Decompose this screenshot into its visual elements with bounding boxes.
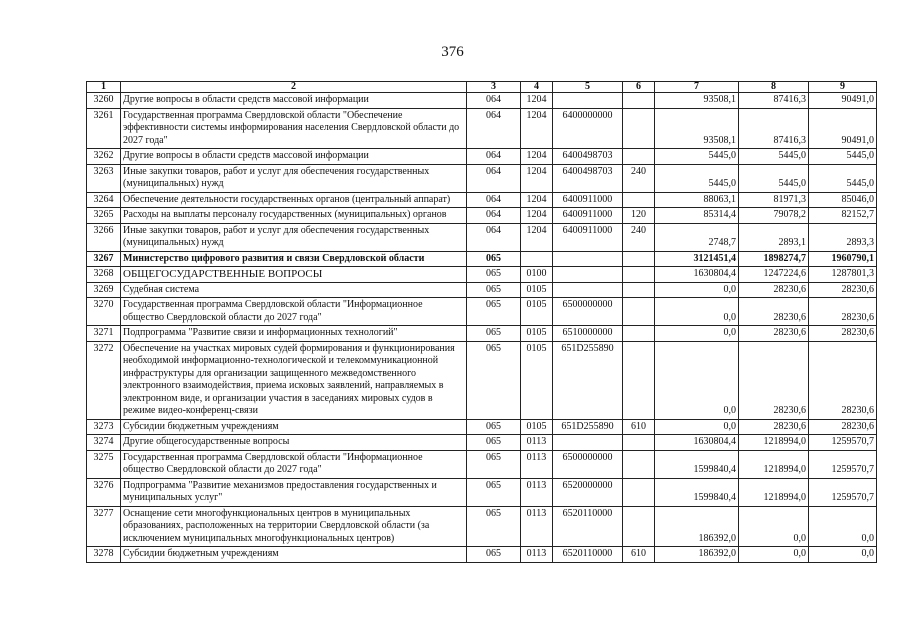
amount-col7-cell: 2748,7 [655, 223, 739, 251]
row-number-cell: 3263 [87, 164, 121, 192]
ministry-code-cell: 064 [467, 164, 521, 192]
ministry-code-cell: 065 [467, 298, 521, 326]
target-article-cell: 6520110000 [553, 547, 623, 563]
table-row [87, 547, 877, 563]
target-article-cell [553, 251, 623, 267]
amount-col9-cell: 5445,0 [809, 149, 877, 165]
column-header: 4 [521, 82, 553, 93]
section-code-cell: 0113 [521, 435, 553, 451]
ministry-code-cell: 065 [467, 326, 521, 342]
amount-col9-cell: 90491,0 [809, 93, 877, 109]
column-header: 2 [121, 82, 467, 93]
amount-col9-cell: 5445,0 [809, 164, 877, 192]
amount-col9-cell: 0,0 [809, 547, 877, 563]
row-name-cell: Иные закупки товаров, работ и услуг для обеспечения государственных (муниципальных) нужд [121, 164, 467, 192]
amount-col8-cell: 28230,6 [739, 298, 809, 326]
expense-type-cell [623, 251, 655, 267]
row-number-cell: 3268 [87, 267, 121, 283]
amount-col7-cell: 1599840,4 [655, 450, 739, 478]
amount-col7-cell: 3121451,4 [655, 251, 739, 267]
target-article-cell [553, 267, 623, 283]
section-code-cell: 0113 [521, 450, 553, 478]
amount-col8-cell: 1898274,7 [739, 251, 809, 267]
row-number-cell: 3270 [87, 298, 121, 326]
expense-type-cell [623, 93, 655, 109]
ministry-code-cell: 065 [467, 251, 521, 267]
row-name-cell: Государственная программа Свердловской области "Информационное общество Свердловской области до 2027 года" [121, 298, 467, 326]
table-row [87, 478, 877, 506]
amount-col8-cell: 87416,3 [739, 93, 809, 109]
target-article-cell [553, 435, 623, 451]
section-code-cell: 0105 [521, 326, 553, 342]
target-article-cell: 6520000000 [553, 478, 623, 506]
row-name-cell: Судебная система [121, 282, 467, 298]
ministry-code-cell: 065 [467, 282, 521, 298]
target-article-cell: 651D255890 [553, 419, 623, 435]
expense-type-cell [623, 149, 655, 165]
row-name-cell: Субсидии бюджетным учреждениям [121, 547, 467, 563]
amount-col9-cell: 0,0 [809, 506, 877, 547]
expense-type-cell [623, 298, 655, 326]
section-code-cell: 0113 [521, 506, 553, 547]
row-number-cell: 3266 [87, 223, 121, 251]
amount-col9-cell: 90491,0 [809, 108, 877, 149]
amount-col7-cell: 0,0 [655, 419, 739, 435]
target-article-cell: 6400498703 [553, 149, 623, 165]
column-header: 3 [467, 82, 521, 93]
column-header: 8 [739, 82, 809, 93]
table-row [87, 208, 877, 224]
amount-col7-cell: 1630804,4 [655, 267, 739, 283]
amount-col9-cell: 1960790,1 [809, 251, 877, 267]
row-name-cell: Обеспечение деятельности государственных органов (центральный аппарат) [121, 192, 467, 208]
amount-col9-cell: 28230,6 [809, 341, 877, 419]
row-name-cell: Обеспечение на участках мировых судей формирования и функционирования необходимой информационно-технологической и телекоммуникационной инфраструктуры для организации защищенного межведомственного электронного взаимодействия, приема исковых заявлений, направляемых в электронном виде, и организации участия в заседаниях мировых судов в режиме видео-конференц-связи [121, 341, 467, 419]
row-number-cell: 3273 [87, 419, 121, 435]
ministry-code-cell: 064 [467, 93, 521, 109]
amount-col9-cell: 28230,6 [809, 326, 877, 342]
amount-col9-cell: 1259570,7 [809, 435, 877, 451]
expense-type-cell: 120 [623, 208, 655, 224]
table-row [87, 341, 877, 419]
amount-col9-cell: 1259570,7 [809, 450, 877, 478]
expense-type-cell [623, 478, 655, 506]
target-article-cell: 651D255890 [553, 341, 623, 419]
amount-col8-cell: 2893,1 [739, 223, 809, 251]
column-header: 6 [623, 82, 655, 93]
amount-col8-cell: 0,0 [739, 506, 809, 547]
target-article-cell: 6500000000 [553, 450, 623, 478]
amount-col8-cell: 87416,3 [739, 108, 809, 149]
amount-col8-cell: 81971,3 [739, 192, 809, 208]
section-code-cell: 1204 [521, 93, 553, 109]
amount-col9-cell: 1287801,3 [809, 267, 877, 283]
target-article-cell [553, 282, 623, 298]
ministry-code-cell: 065 [467, 478, 521, 506]
row-number-cell: 3274 [87, 435, 121, 451]
row-name-cell: Другие вопросы в области средств массовой информации [121, 149, 467, 165]
row-name-cell: Другие общегосударственные вопросы [121, 435, 467, 451]
amount-col7-cell: 85314,4 [655, 208, 739, 224]
expense-type-cell: 610 [623, 419, 655, 435]
table-row [87, 326, 877, 342]
row-name-cell: Подпрограмма "Развитие механизмов предоставления государственных и муниципальных услуг" [121, 478, 467, 506]
row-number-cell: 3272 [87, 341, 121, 419]
amount-col7-cell: 1599840,4 [655, 478, 739, 506]
section-code-cell: 1204 [521, 164, 553, 192]
section-code-cell: 1204 [521, 223, 553, 251]
amount-col9-cell: 2893,3 [809, 223, 877, 251]
ministry-code-cell: 064 [467, 149, 521, 165]
row-number-cell: 3260 [87, 93, 121, 109]
section-code-cell: 0105 [521, 282, 553, 298]
row-name-cell: Государственная программа Свердловской области "Обеспечение эффективности системы информирования населения Свердловской области до 2027 года" [121, 108, 467, 149]
amount-col9-cell: 82152,7 [809, 208, 877, 224]
row-name-cell: Министерство цифрового развития и связи Свердловской области [121, 251, 467, 267]
expense-type-cell [623, 341, 655, 419]
amount-col8-cell: 1247224,6 [739, 267, 809, 283]
expense-type-cell [623, 108, 655, 149]
expense-type-cell: 240 [623, 223, 655, 251]
row-name-cell: Подпрограмма "Развитие связи и информационных технологий" [121, 326, 467, 342]
amount-col9-cell: 1259570,7 [809, 478, 877, 506]
ministry-code-cell: 065 [467, 267, 521, 283]
table-header-row [87, 82, 877, 93]
row-number-cell: 3264 [87, 192, 121, 208]
table-row [87, 108, 877, 149]
amount-col7-cell: 0,0 [655, 326, 739, 342]
amount-col9-cell: 28230,6 [809, 298, 877, 326]
table-row [87, 223, 877, 251]
row-name-cell: Иные закупки товаров, работ и услуг для обеспечения государственных (муниципальных) нужд [121, 223, 467, 251]
expense-type-cell [623, 282, 655, 298]
expense-type-cell [623, 192, 655, 208]
table-row [87, 164, 877, 192]
amount-col7-cell: 186392,0 [655, 506, 739, 547]
row-number-cell: 3267 [87, 251, 121, 267]
ministry-code-cell: 064 [467, 192, 521, 208]
section-code-cell: 1204 [521, 208, 553, 224]
ministry-code-cell: 064 [467, 108, 521, 149]
ministry-code-cell: 064 [467, 223, 521, 251]
expense-type-cell [623, 267, 655, 283]
section-code-cell: 1204 [521, 192, 553, 208]
amount-col8-cell: 79078,2 [739, 208, 809, 224]
table-row [87, 419, 877, 435]
ministry-code-cell: 065 [467, 419, 521, 435]
expense-type-cell [623, 450, 655, 478]
amount-col8-cell: 28230,6 [739, 341, 809, 419]
amount-col8-cell: 5445,0 [739, 164, 809, 192]
section-code-cell: 0105 [521, 298, 553, 326]
table-row [87, 267, 877, 283]
target-article-cell: 6400498703 [553, 164, 623, 192]
row-name-cell: Государственная программа Свердловской области "Информационное общество Свердловской области до 2027 года" [121, 450, 467, 478]
target-article-cell [553, 93, 623, 109]
amount-col7-cell: 5445,0 [655, 164, 739, 192]
ministry-code-cell: 065 [467, 547, 521, 563]
amount-col7-cell: 0,0 [655, 341, 739, 419]
section-code-cell: 0113 [521, 478, 553, 506]
row-name-cell: Расходы на выплаты персоналу государственных (муниципальных) органов [121, 208, 467, 224]
target-article-cell: 6510000000 [553, 326, 623, 342]
amount-col7-cell: 0,0 [655, 282, 739, 298]
table-row [87, 435, 877, 451]
row-number-cell: 3271 [87, 326, 121, 342]
amount-col7-cell: 88063,1 [655, 192, 739, 208]
amount-col7-cell: 93508,1 [655, 93, 739, 109]
table-row [87, 506, 877, 547]
row-number-cell: 3275 [87, 450, 121, 478]
table-row [87, 93, 877, 109]
amount-col9-cell: 85046,0 [809, 192, 877, 208]
amount-col7-cell: 1630804,4 [655, 435, 739, 451]
section-code-cell: 0105 [521, 341, 553, 419]
ministry-code-cell: 065 [467, 506, 521, 547]
expense-type-cell [623, 506, 655, 547]
amount-col9-cell: 28230,6 [809, 282, 877, 298]
target-article-cell: 6400911000 [553, 192, 623, 208]
table-row [87, 251, 877, 267]
column-header: 5 [553, 82, 623, 93]
column-header: 9 [809, 82, 877, 93]
row-name-cell: ОБЩЕГОСУДАРСТВЕННЫЕ ВОПРОСЫ [121, 267, 467, 283]
row-number-cell: 3265 [87, 208, 121, 224]
row-name-cell: Другие вопросы в области средств массовой информации [121, 93, 467, 109]
row-number-cell: 3278 [87, 547, 121, 563]
row-number-cell: 3261 [87, 108, 121, 149]
target-article-cell: 6500000000 [553, 298, 623, 326]
section-code-cell: 1204 [521, 108, 553, 149]
table-row [87, 298, 877, 326]
row-number-cell: 3269 [87, 282, 121, 298]
row-number-cell: 3277 [87, 506, 121, 547]
amount-col9-cell: 28230,6 [809, 419, 877, 435]
budget-table [86, 81, 877, 563]
ministry-code-cell: 065 [467, 435, 521, 451]
row-number-cell: 3262 [87, 149, 121, 165]
table-row [87, 450, 877, 478]
amount-col8-cell: 28230,6 [739, 419, 809, 435]
target-article-cell: 6400911000 [553, 208, 623, 224]
expense-type-cell [623, 435, 655, 451]
target-article-cell: 6400000000 [553, 108, 623, 149]
ministry-code-cell: 065 [467, 341, 521, 419]
amount-col7-cell: 0,0 [655, 298, 739, 326]
row-name-cell: Оснащение сети многофункциональных центров в муниципальных образованиях, расположенных на территории Свердловской области (за исключением муниципальных многофункциональных центров) [121, 506, 467, 547]
table-row [87, 192, 877, 208]
section-code-cell: 1204 [521, 149, 553, 165]
amount-col7-cell: 93508,1 [655, 108, 739, 149]
expense-type-cell: 240 [623, 164, 655, 192]
row-name-cell: Субсидии бюджетным учреждениям [121, 419, 467, 435]
amount-col8-cell: 28230,6 [739, 326, 809, 342]
amount-col7-cell: 186392,0 [655, 547, 739, 563]
amount-col8-cell: 1218994,0 [739, 435, 809, 451]
table-row [87, 282, 877, 298]
section-code-cell: 0100 [521, 267, 553, 283]
section-code-cell [521, 251, 553, 267]
section-code-cell: 0105 [521, 419, 553, 435]
amount-col8-cell: 0,0 [739, 547, 809, 563]
target-article-cell: 6400911000 [553, 223, 623, 251]
row-number-cell: 3276 [87, 478, 121, 506]
amount-col8-cell: 1218994,0 [739, 478, 809, 506]
expense-type-cell [623, 326, 655, 342]
column-header: 1 [87, 82, 121, 93]
ministry-code-cell: 065 [467, 450, 521, 478]
amount-col8-cell: 28230,6 [739, 282, 809, 298]
section-code-cell: 0113 [521, 547, 553, 563]
column-header: 7 [655, 82, 739, 93]
expense-type-cell: 610 [623, 547, 655, 563]
page-number: 376 [441, 44, 464, 60]
table-row [87, 149, 877, 165]
target-article-cell: 6520110000 [553, 506, 623, 547]
amount-col7-cell: 5445,0 [655, 149, 739, 165]
amount-col8-cell: 1218994,0 [739, 450, 809, 478]
ministry-code-cell: 064 [467, 208, 521, 224]
amount-col8-cell: 5445,0 [739, 149, 809, 165]
